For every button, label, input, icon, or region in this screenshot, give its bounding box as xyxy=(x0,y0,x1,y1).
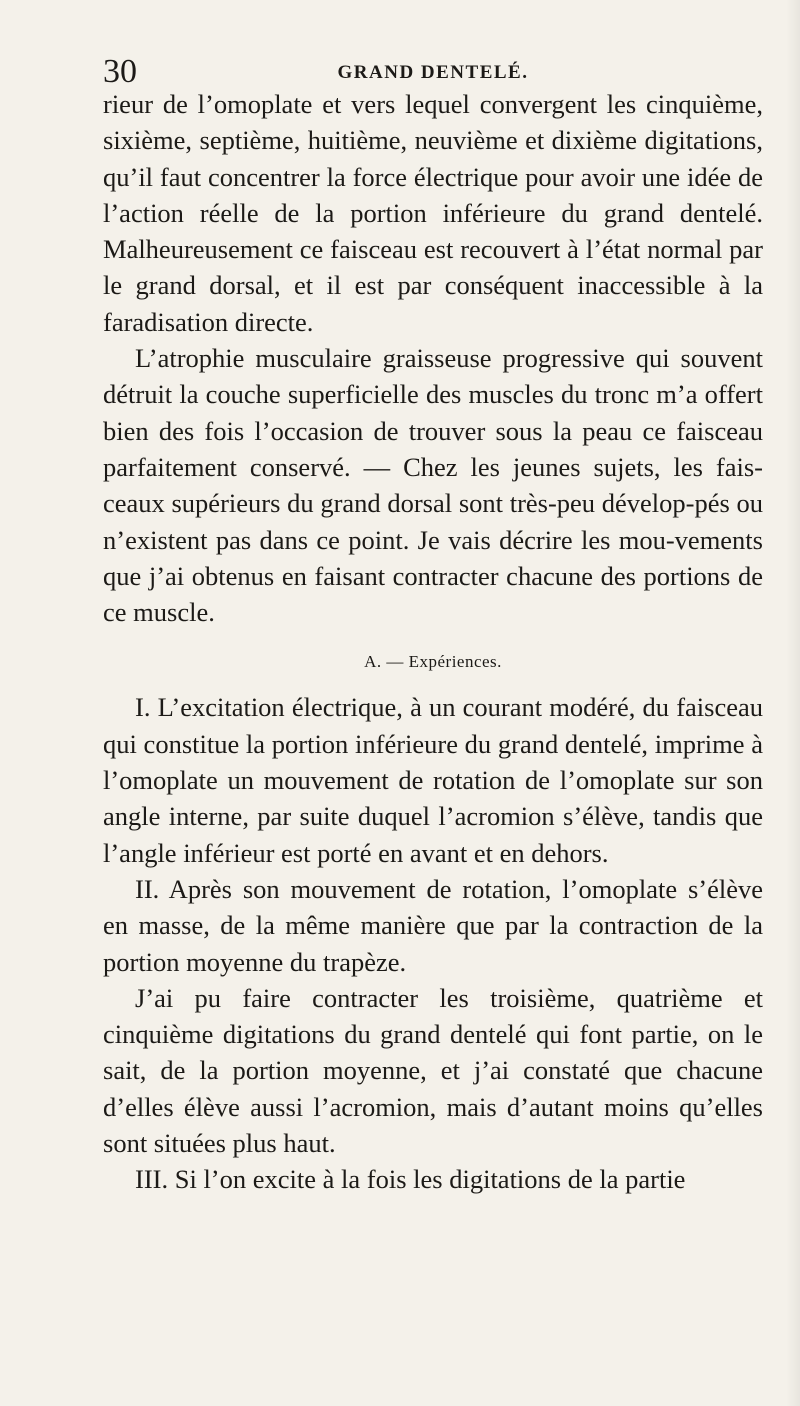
page-number: 30 xyxy=(103,53,137,90)
experiment-two: II. Après son mouvement de rotation, l’omoplate s’élève en masse, de la même manière que par la contraction de la portion moyenne du trapèze. xyxy=(103,873,763,977)
experiment-two-note: J’ai pu faire contracter les troisième, quatrième et cinquième digitations du grand dentelé qui font partie, on le sait, de la portion moyenne, et j’ai constaté que chacune d’elles élève aussi l’acromion, mais d’autant moins qu’elles sont situées plus haut. xyxy=(103,982,763,1159)
experiment-three: III. Si l’on excite à la fois les digitations de la partie xyxy=(135,1164,686,1195)
paragraph-continuation: rieur de l’omoplate et vers lequel convergent les cinquième, sixième, septième, huitième, neuvième et dixième digitations, qu’il faut concentrer la force électrique pour avoir une idée de l’action réelle de la portion inférieure du grand dentelé. Malheureusement ce faisceau est recouvert à l’état normal par le grand dorsal, et il est par conséquent inaccessible à la faradisation directe. xyxy=(103,89,763,337)
page-text xyxy=(103,86,763,1198)
page-edge-shadow xyxy=(786,0,800,1406)
experiment-one: I. L’excitation électrique, à un courant modéré, du faisceau qui constitue la portion inférieure du grand dentelé, imprime à l’omoplate un mouvement de rotation de l’omoplate sur son angle interne, par suite duquel l’acromion s’élève, tandis que l’angle inférieur est porté en avant et en dehors. xyxy=(103,692,763,868)
section-title: A. — Expériences. xyxy=(364,652,502,672)
paragraph-atrophy: L’atrophie musculaire graisseuse progressive qui souvent détruit la couche superficielle des muscles du tronc m’a offert bien des fois l’occasion de trouver sous la peau ce faisceau parfaitement conservé. — Chez les jeunes sujets, les fais-ceaux supérieurs du grand dorsal sont très-peu dévelop-pés ou n’existent pas dans ce point. Je vais décrire les mou-vements que j’ai obtenus en faisant contracter chacune des portions de ce muscle. xyxy=(103,343,763,628)
running-title: GRAND DENTELÉ. xyxy=(337,62,529,83)
